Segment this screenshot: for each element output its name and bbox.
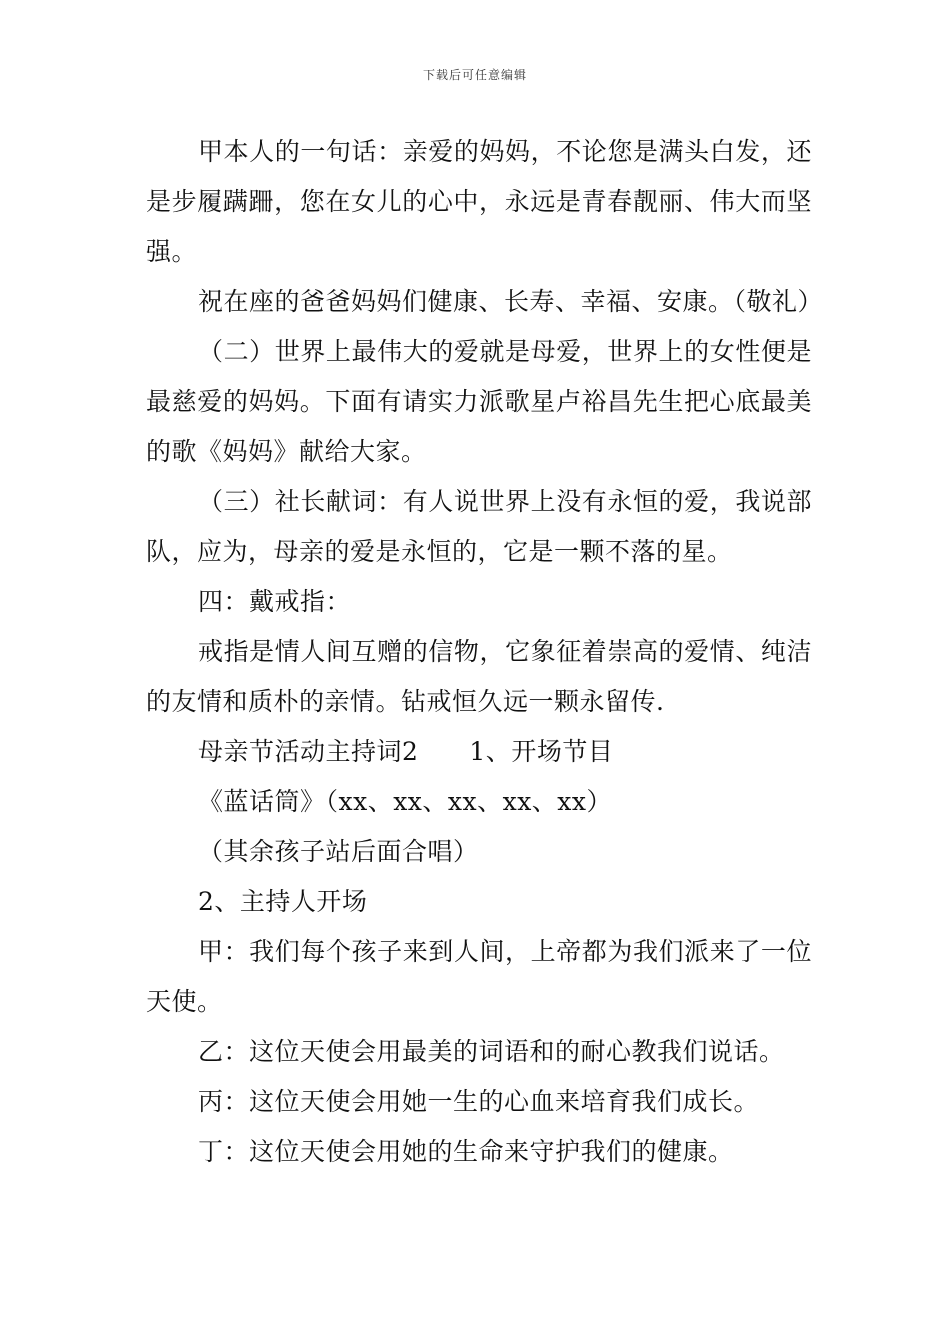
paragraph-4: （三）社长献词：有人说世界上没有永恒的爱，我说部队，应为，母亲的爱是永恒的，它是一颗不落的星。	[146, 487, 812, 566]
paragraph-5: 四：戴戒指：	[198, 587, 352, 616]
paragraph-7: 母亲节活动主持词2 1、开场节目	[198, 737, 614, 766]
paragraph-6: 戒指是情人间互赠的信物，它象征着崇高的爱情、纯洁的友情和质朴的亲情。钻戒恒久远一颗永留传.	[146, 637, 812, 716]
paragraph-10: 2、主持人开场	[198, 887, 368, 916]
paragraph-12: 乙：这位天使会用最美的词语和的耐心教我们说话。	[198, 1037, 785, 1066]
page-header-note: 下载后可任意编辑	[422, 68, 527, 82]
paragraph-11: 甲：我们每个孩子来到人间，上帝都为我们派来了一位天使。	[146, 937, 812, 1016]
paragraph-3: （二）世界上最伟大的爱就是母爱，世界上的女性便是最慈爱的妈妈。下面有请实力派歌星卢裕昌先生把心底最美的歌《妈妈》献给大家。	[146, 337, 812, 466]
paragraph-8: 《蓝话筒》（xx、xx、xx、xx、xx）	[198, 787, 612, 816]
paragraph-14: 丁：这位天使会用她的生命来守护我们的健康。	[198, 1137, 734, 1166]
paragraph-1: 甲本人的一句话：亲爱的妈妈，不论您是满头白发，还是步履蹒跚，您在女儿的心中，永远是青春靓丽、伟大而坚强。	[146, 137, 812, 266]
paragraph-2: 祝在座的爸爸妈妈们健康、长寿、幸福、安康。（敬礼）	[198, 287, 824, 316]
document-body	[146, 127, 824, 1177]
paragraph-13: 丙：这位天使会用她一生的心血来培育我们成长。	[198, 1087, 760, 1116]
paragraph-9: （其余孩子站后面合唱）	[198, 837, 479, 866]
